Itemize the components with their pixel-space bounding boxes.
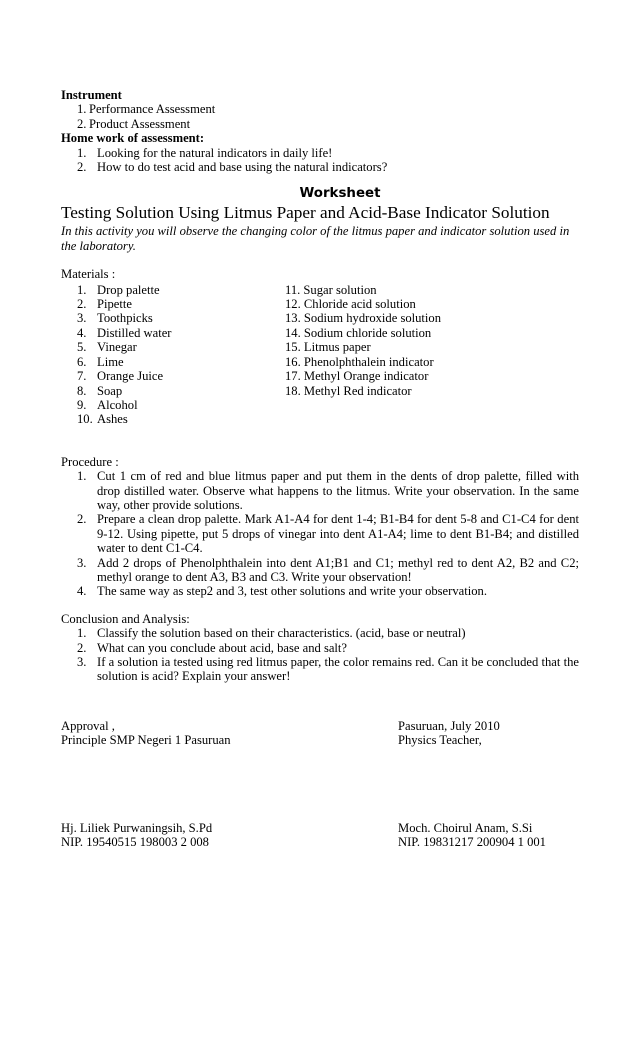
signature-block [61, 821, 579, 850]
list-item: 3. Add 2 drops of Phenolphthalein into dent A1;B1 and C1; methyl red to dent A2, B2 and C2; methyl orange to dent A3, B3 and C3. Write your observation! [77, 555, 579, 584]
list-item: 2. Product Assessment [77, 116, 191, 131]
list-item: 9. Alcohol [77, 397, 138, 412]
teacher-title: Physics Teacher, [398, 733, 482, 748]
list-item: 11. Sugar solution [285, 282, 377, 297]
materials-label: Materials : [61, 267, 116, 282]
list-item: 1. Looking for the natural indicators in daily life! [77, 145, 333, 160]
list-item: 8. Soap [77, 383, 123, 398]
list-item: 2. What can you conclude about acid, base and salt? [77, 640, 348, 655]
procedure-label: Procedure : [61, 454, 119, 469]
principal-title: Principle SMP Negeri 1 Pasuruan [61, 733, 231, 748]
teacher-name: Moch. Choirul Anam, S.Si [398, 821, 533, 835]
worksheet-heading: Worksheet [299, 186, 381, 202]
list-item: 13. Sodium hydroxide solution [285, 311, 442, 326]
instrument-heading: Instrument [61, 88, 122, 102]
procedure-list [61, 469, 579, 599]
list-item: 17. Methyl Orange indicator [285, 369, 429, 384]
approval-block [61, 719, 579, 748]
list-item: 1. Classify the solution based on their characteristics. (acid, base or neutral) [77, 626, 466, 641]
list-item: 2. Prepare a clean drop palette. Mark A1-A4 for dent 1-4; B1-B4 for dent 5-8 and C1-C4 for dent 9-12. Using pipette, put 5 drops of vinegar into dent A1-A4; lime to dent B1-B4; and distilled water to dent C1-C4. [77, 512, 579, 556]
list-item: 1. Cut 1 cm of red and blue litmus paper and put them in the dents of drop palette, filled with drop distilled water. Observe what happens to the litmus. Write your observation. In the same way, other provide solutions. [77, 469, 579, 512]
list-item: 2. How to do test acid and base using the natural indicators? [77, 160, 388, 175]
place-date: Pasuruan, July 2010 [398, 719, 500, 733]
list-item: 4. Distilled water [77, 325, 172, 340]
materials-column-2 [285, 283, 579, 427]
list-item: 5. Vinegar [77, 340, 137, 355]
principal-nip: NIP. 19540515 198003 2 008 [61, 835, 209, 850]
list-item: 4. The same way as step2 and 3, test other solutions and write your observation. [77, 584, 487, 599]
approval-label: Approval , [61, 719, 115, 733]
list-item: 3. Toothpicks [77, 311, 153, 326]
homework-heading: Home work of assessment: [61, 131, 205, 146]
list-item: 6. Lime [77, 354, 124, 369]
list-item: 15. Litmus paper [285, 340, 371, 355]
list-item: 1. Drop palette [77, 282, 160, 297]
list-item: 16. Phenolphthalein indicator [285, 354, 434, 369]
list-item: 1. Performance Assessment [77, 102, 216, 117]
list-item: 18. Methyl Red indicator [285, 383, 412, 398]
materials-column-1 [61, 283, 285, 427]
homework-list [61, 146, 579, 175]
list-item: 10. Ashes [77, 412, 128, 427]
principal-name: Hj. Liliek Purwaningsih, S.Pd [61, 821, 213, 835]
list-item: 12. Chloride acid solution [285, 297, 416, 312]
conclusion-list [61, 626, 579, 684]
list-item: 14. Sodium chloride solution [285, 325, 432, 340]
activity-title: Testing Solution Using Litmus Paper and Acid-Base Indicator Solution [61, 203, 550, 223]
materials-list [61, 283, 579, 427]
conclusion-label: Conclusion and Analysis: [61, 611, 190, 626]
activity-intro: In this activity you will observe the changing color of the litmus paper and indicator solution used in the laboratory. [61, 224, 570, 253]
teacher-nip: NIP. 19831217 200904 1 001 [398, 835, 546, 850]
list-item: 7. Orange Juice [77, 369, 164, 384]
list-item: 3. If a solution ia tested using red litmus paper, the color remains red. Can it be concluded that the solution is acid? Explain your answer! [77, 655, 579, 684]
instrument-list [61, 102, 579, 131]
list-item: 2. Pipette [77, 297, 132, 312]
worksheet-page [61, 88, 579, 684]
